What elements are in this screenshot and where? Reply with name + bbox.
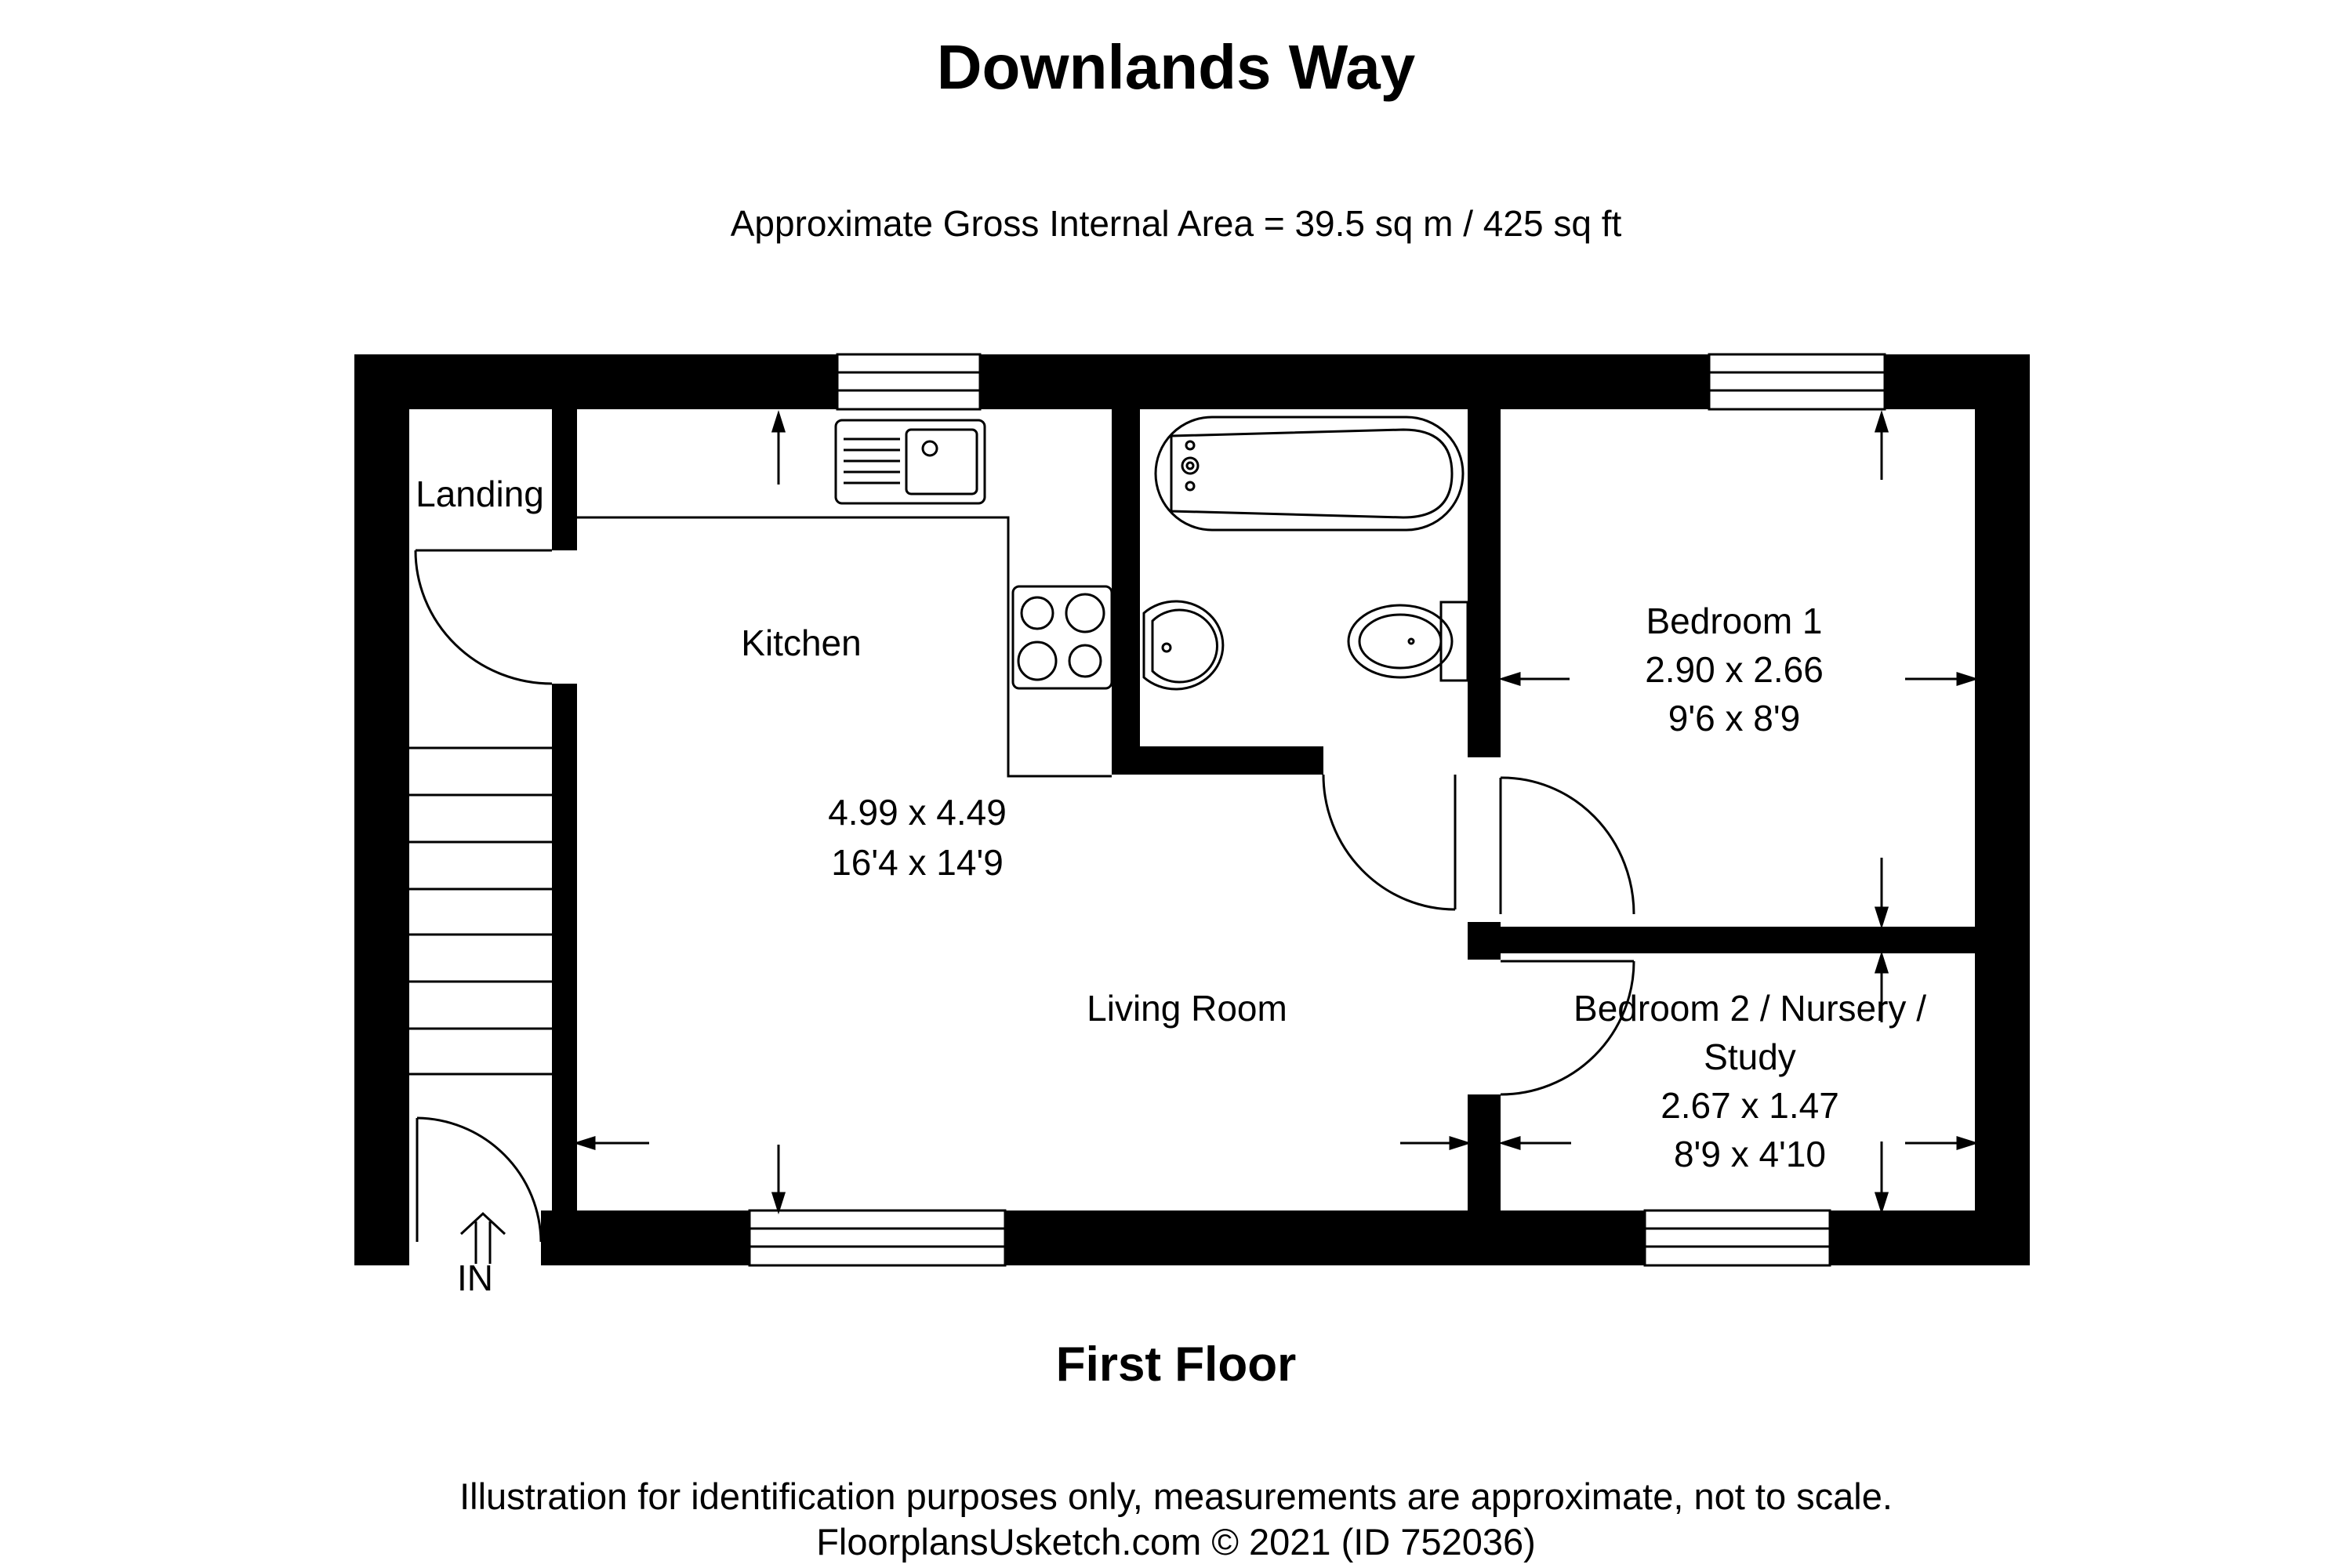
toilet-icon	[1348, 605, 1452, 677]
kitchen-imperial-size: 16'4 x 14'9	[831, 842, 1004, 883]
floor-label: First Floor	[1055, 1338, 1297, 1392]
entrance-arrow-icon	[461, 1214, 505, 1264]
plan-title: Downlands Way	[936, 32, 1416, 102]
kitchen-units	[577, 420, 1112, 776]
kitchen-label: Kitchen	[741, 622, 862, 663]
disclaimer	[0, 1474, 2352, 1565]
bedroom2-label-line2: Study	[1704, 1036, 1796, 1077]
entrance-label: IN	[457, 1258, 493, 1298]
living-room-label: Living Room	[1087, 988, 1287, 1029]
bedroom2-label-line1: Bedroom 2 / Nursery /	[1573, 988, 1926, 1029]
landing-label: Landing	[416, 474, 544, 514]
washbasin-icon	[1144, 601, 1223, 689]
gross-area-text: Approximate Gross Internal Area = 39.5 sq m / 425 sq ft	[730, 203, 1622, 244]
kitchen-metric-size: 4.99 x 4.49	[828, 792, 1007, 833]
bedroom2-imperial-size: 8'9 x 4'10	[1673, 1134, 1827, 1174]
bedroom2-metric-size: 2.67 x 1.47	[1661, 1085, 1839, 1126]
credit-text: FloorplansUsketch.com © 2021 (ID 752036)	[816, 1521, 1536, 1563]
bedroom1-imperial-size: 9'6 x 8'9	[1668, 698, 1801, 739]
bedroom1-metric-size: 2.90 x 2.66	[1645, 649, 1824, 690]
bedroom1-label: Bedroom 1	[1646, 601, 1823, 641]
staircase	[409, 748, 552, 1074]
disclaimer-text: Illustration for identification purposes only, measurements are approximate, not to scale.	[459, 1475, 1893, 1517]
bathroom-fittings	[1144, 417, 1468, 689]
walls	[354, 354, 2030, 1265]
toilet-cistern-icon	[1441, 602, 1468, 681]
